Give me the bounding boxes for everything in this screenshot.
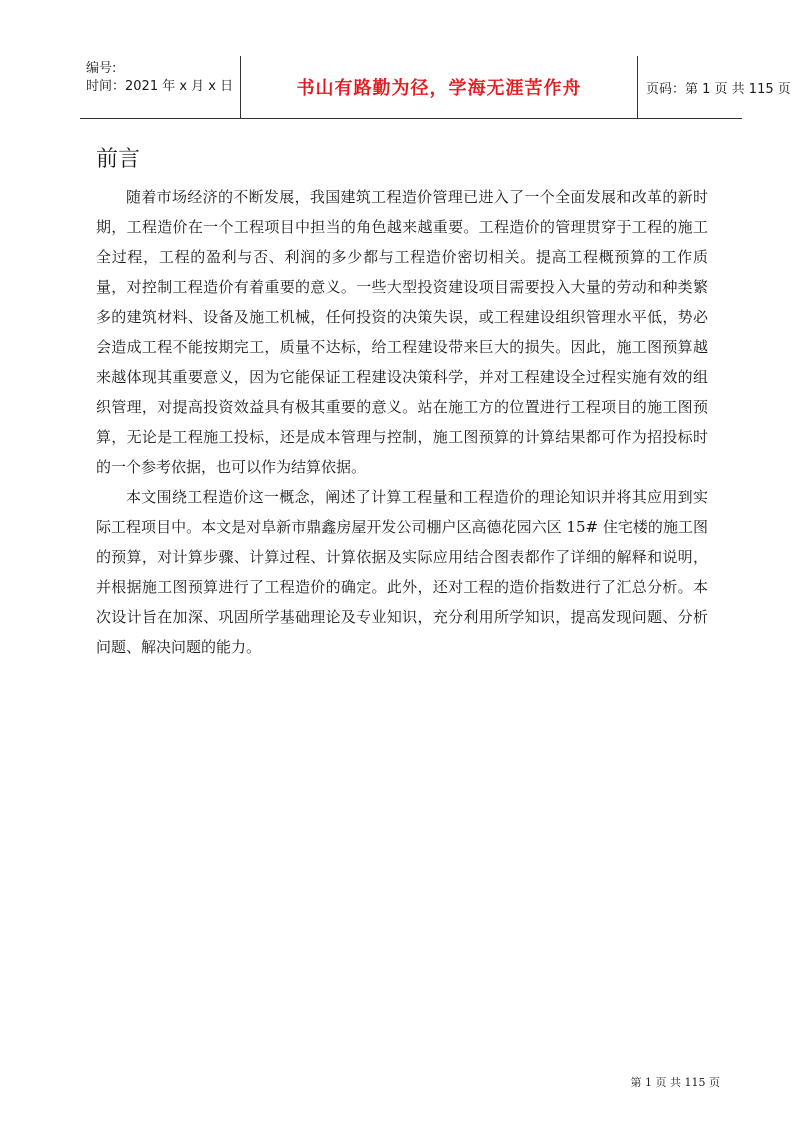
paragraph-1: 随着市场经济的不断发展，我国建筑工程造价管理已进入了一个全面发展和改革的新时期，工程造价在一个工程项目中担当的角色越来越重要。工程造价的管理贯穿于工程的施工全过程，工程的盈利与否、利润的多少都与工程造价密切相关。提高工程概预算的工作质量，对控制工程造价有着重要的意义。一些大型投资建设项目需要投入大量的劳动和种类繁多的建筑材料、设备及施工机械，任何投资的决策失误，或工程建设组织管理水平低，势必会造成工程不能按期完工，质量不达标，给工程建设带来巨大的损失。因此，施工图预算越来越体现其重要意义，因为它能保证工程建设决策科学，并对工程建设全过程实施有效的组织管理，对提高投资效益具有极其重要的意义。站在施工方的位置进行工程项目的施工图预算，无论是工程施工投标，还是成本管理与控制，施工图预算的计算结果都可作为招投标时的一个参考依据，也可以作为结算依据。 [96, 188, 708, 476]
number-label: 编号: [86, 61, 117, 76]
body-text [96, 182, 708, 662]
header-motto: 书山有路勤为径，学海无涯苦作舟 [240, 56, 638, 118]
paragraph-2: 本文围绕工程造价这一概念，阐述了计算工程量和工程造价的理论知识并将其应用到实际工程项目中。本文是对阜新市鼎鑫房屋开发公司棚户区高德花园六区 15# 住宅楼的施工图的预算，对计算步骤、计算过程、计算依据及实际应用结合图表都作了详细的解释和说明，并根据施工图预算进行了工程造价的确定。此外，还对工程的造价指数进行了汇总分析。本次设计旨在加深、巩固所学基础理论及专业知识，充分利用所学知识，提高发现问题、分析问题、解决问题的能力。 [96, 488, 708, 656]
page-header [80, 56, 791, 119]
time-label: 时间：2021 年 x 月 x 日 [86, 79, 234, 94]
section-title: 前言 [96, 147, 141, 172]
page-footer: 第 1 页 共 115 页 [630, 1076, 720, 1089]
header-info-cell [80, 56, 240, 118]
header-page-info: 页码：第 1 页 共 115 页 [646, 81, 791, 97]
